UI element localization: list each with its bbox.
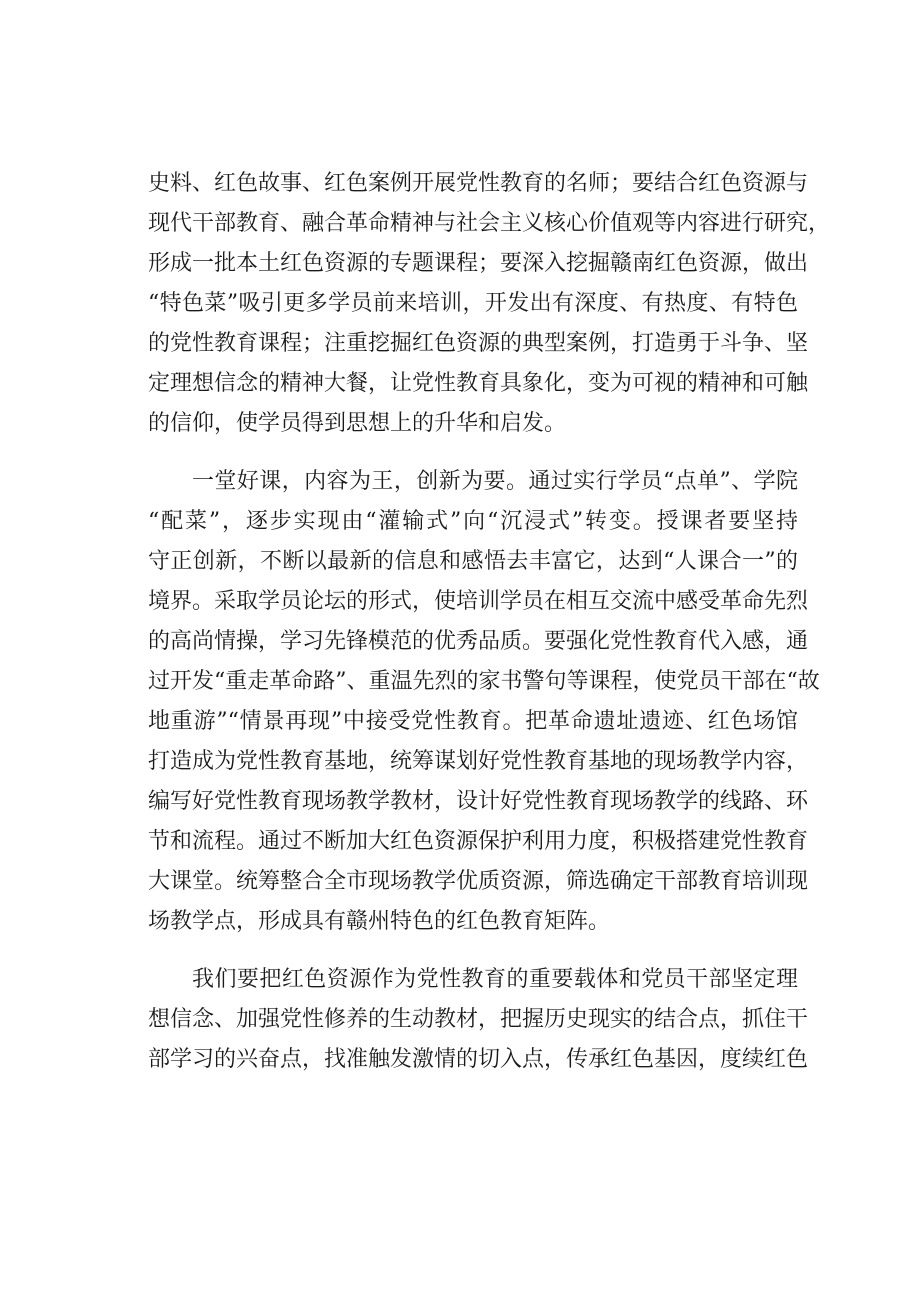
paragraph-2	[148, 462, 820, 942]
text-line: 部学习的兴奋点，找准触发激情的切入点，传承红色基因，度续红色	[148, 1047, 809, 1072]
text-line: 节和流程。通过不断加大红色资源保护利用力度，积极搭建党性教育	[148, 829, 809, 854]
text-line: 想信念、加强党性修养的生动教材，把握历史现实的结合点，抓住干	[148, 1007, 809, 1032]
text-line: 形成一批本土红色资源的专题课程；要深入挖掘赣南红色资源，做出	[148, 251, 809, 276]
text-line: 现代干部教育、融合革命精神与社会主义核心价值观等内容进行研究，	[148, 211, 831, 236]
paragraph-1	[148, 164, 831, 444]
text-line: 大课堂。统筹整合全市现场教学优质资源，筛选确定干部教育培训现	[148, 869, 809, 894]
text-line: 史料、红色故事、红色案例开展党性教育的名师；要结合红色资源与	[148, 171, 809, 196]
text-line: “特色菜”吸引更多学员前来培训，开发出有深度、有热度、有特色	[148, 291, 798, 316]
text-line: 我们要把红色资源作为党性教育的重要载体和党员干部坚定理	[192, 967, 798, 992]
text-line: 地重游”“情景再现”中接受党性教育。把革命遗址遗迹、红色场馆	[148, 709, 798, 734]
text-line: 编写好党性教育现场教学教材，设计好党性教育现场教学的线路、环	[148, 789, 809, 814]
text-line: 的高尚情操，学习先锋模范的优秀品质。要强化党性教育代入感，通	[148, 629, 809, 654]
text-line: 的信仰，使学员得到思想上的升华和启发。	[148, 411, 567, 436]
text-line: 打造成为党性教育基地，统筹谋划好党性教育基地的现场教学内容，	[148, 749, 809, 774]
paragraph-3	[148, 960, 809, 1080]
text-line: 守正创新，不断以最新的信息和感悟去丰富它，达到“人课合一”的	[148, 549, 798, 574]
text-line: 过开发“重走革命路”、重温先烈的家书警句等课程，使党员干部在“故	[148, 669, 820, 694]
text-line: 定理想信念的精神大餐，让党性教育具象化，变为可视的精神和可触	[148, 371, 809, 396]
text-line: 场教学点，形成具有赣州特色的红色教育矩阵。	[148, 909, 611, 934]
text-line: 一堂好课，内容为王，创新为要。通过实行学员“点单”、学院	[192, 469, 798, 494]
text-line: 的党性教育课程；注重挖掘红色资源的典型案例，打造勇于斗争、坚	[148, 331, 809, 356]
text-line: 境界。采取学员论坛的形式，使培训学员在相互交流中感受革命先烈	[148, 589, 809, 614]
text-line: “配菜”，逐步实现由“灌输式”向“沉浸式”转变。授课者要坚持	[148, 509, 798, 534]
